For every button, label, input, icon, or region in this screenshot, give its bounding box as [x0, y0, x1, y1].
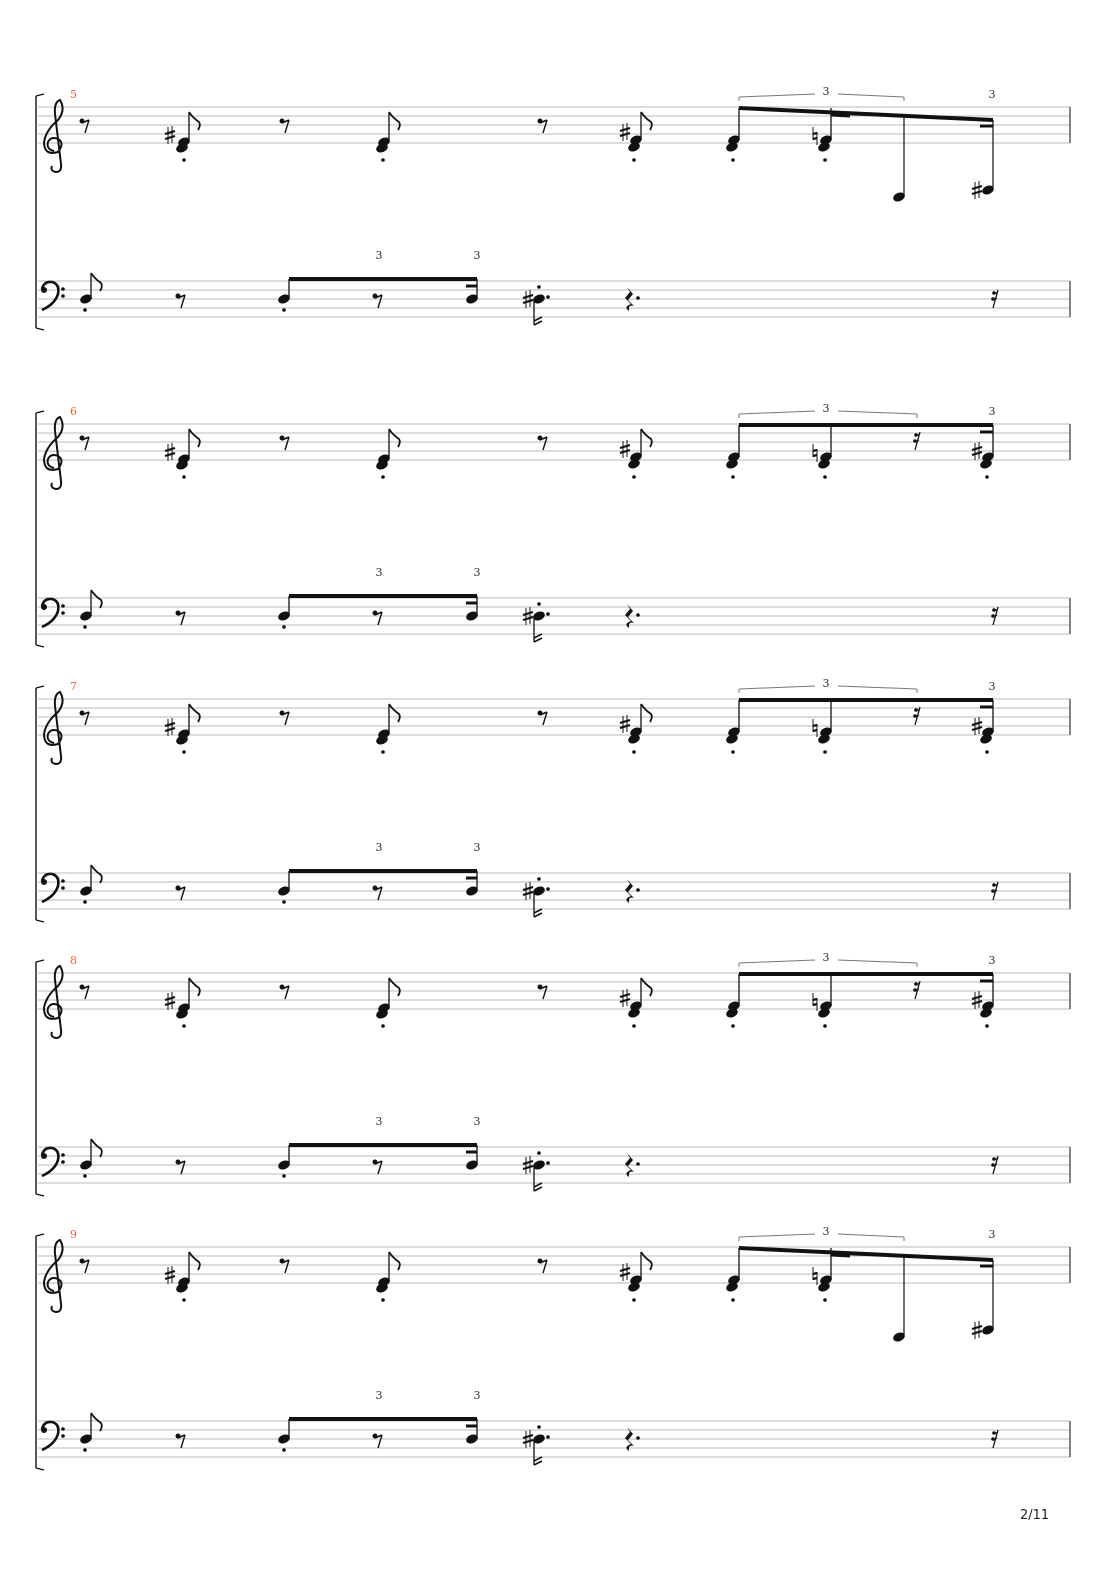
bracket-hook	[36, 94, 44, 96]
tuplet-bracket	[838, 1234, 904, 1237]
sharp-bar	[620, 994, 630, 997]
treble-clef	[44, 417, 63, 489]
sharp-bar	[165, 1002, 175, 1005]
bracket-hook	[36, 920, 44, 922]
note-flag	[189, 1252, 200, 1270]
staccato-dot	[731, 475, 735, 479]
staccato-dot	[731, 750, 735, 754]
note-flag	[534, 1457, 542, 1461]
note-flag	[389, 704, 400, 722]
sharp-bar	[972, 1001, 982, 1004]
measure-number: 9	[70, 1228, 77, 1241]
staccato-dot	[182, 158, 186, 162]
eighth-rest	[280, 1259, 290, 1274]
staccato-dot	[537, 1151, 541, 1155]
bass-clef-dot	[61, 294, 65, 298]
bass-clef	[42, 1148, 58, 1176]
tuplet-bracket	[838, 686, 917, 689]
sharp-bar	[620, 1268, 630, 1271]
sharp-bar	[165, 1276, 175, 1279]
staccato-dot	[823, 1298, 827, 1302]
sharp-bar	[165, 728, 175, 731]
note-flag	[534, 909, 542, 913]
sharp-accidental	[165, 718, 175, 736]
note-flag	[91, 590, 102, 608]
staccato-dot	[823, 158, 827, 162]
tuplet-label: 3	[822, 1225, 830, 1238]
beam-partial	[831, 1255, 850, 1256]
tuplet-label: 3	[822, 677, 830, 690]
note-flag	[389, 978, 400, 996]
tuplet-label: 3	[988, 88, 996, 101]
note-flag	[534, 634, 542, 638]
staccato-dot	[282, 308, 286, 312]
measure-number: 6	[70, 405, 77, 418]
staccato-dot	[985, 1024, 989, 1028]
sharp-bar	[972, 186, 982, 189]
tuplet-label: 3	[375, 566, 383, 579]
bass-clef-dot	[41, 1427, 47, 1433]
note-flag	[534, 913, 542, 917]
sharp-accidental	[165, 443, 175, 461]
augmentation-dot	[636, 1162, 640, 1166]
sharp-bar	[620, 450, 630, 453]
staccato-dot	[182, 1298, 186, 1302]
staccato-dot	[83, 308, 87, 312]
natural-bar	[813, 1273, 817, 1274]
augmentation-dot	[636, 888, 640, 892]
natural-accidental	[813, 127, 817, 145]
tuplet-bracket	[739, 960, 815, 963]
eighth-rest	[176, 294, 186, 309]
staccato-dot	[83, 1448, 87, 1452]
tuplet-label: 3	[473, 841, 481, 854]
staccato-dot	[381, 475, 385, 479]
tuplet-bracket	[838, 960, 917, 963]
staccato-dot	[632, 750, 636, 754]
sharp-bar	[165, 453, 175, 456]
eighth-rest	[176, 1434, 186, 1449]
tuplet-label: 3	[988, 1228, 996, 1241]
bracket-hook	[36, 1234, 44, 1236]
sharp-bar	[523, 295, 533, 298]
bass-clef	[42, 282, 58, 310]
sharp-bar	[165, 136, 175, 139]
tuplet-label: 3	[988, 954, 996, 967]
note-flag	[389, 1252, 400, 1270]
tuplet-label: 3	[988, 680, 996, 693]
note-flag	[534, 317, 542, 321]
natural-accidental	[813, 444, 817, 462]
sharp-bar	[523, 1161, 533, 1164]
sharp-bar	[523, 612, 533, 615]
staccato-dot	[381, 1298, 385, 1302]
sharp-bar	[620, 1273, 630, 1276]
sharp-bar	[523, 1435, 533, 1438]
eighth-rest	[373, 611, 383, 626]
sharp-bar	[620, 133, 630, 136]
page-number: 2/11	[1020, 1508, 1050, 1523]
bracket-hook	[36, 645, 44, 647]
measure-number: 7	[70, 680, 77, 693]
tuplet-label: 3	[375, 1389, 383, 1402]
bracket-hook	[36, 686, 44, 688]
tuplet-label: 3	[988, 405, 996, 418]
eighth-rest	[80, 119, 90, 134]
natural-bar	[813, 133, 817, 134]
measure-number: 8	[70, 954, 77, 967]
sharp-bar	[620, 725, 630, 728]
tuplet-label: 3	[375, 1115, 383, 1128]
system	[36, 85, 1070, 330]
natural-accidental	[813, 1267, 817, 1285]
staccato-dot	[282, 900, 286, 904]
staccato-dot	[632, 1024, 636, 1028]
staccato-dot	[282, 625, 286, 629]
eighth-rest	[538, 711, 548, 726]
bass-clef-dot	[61, 879, 65, 883]
augmentation-dot	[546, 612, 550, 616]
augmentation-dot	[546, 1161, 550, 1165]
staccato-dot	[381, 158, 385, 162]
eighth-rest	[373, 886, 383, 901]
tuplet-label: 3	[473, 566, 481, 579]
staccato-dot	[381, 750, 385, 754]
sharp-bar	[523, 1440, 533, 1443]
tuplet-label: 3	[473, 249, 481, 262]
eighth-rest	[80, 436, 90, 451]
sharp-bar	[972, 191, 982, 194]
eighth-rest	[538, 985, 548, 1000]
sharp-bar	[523, 300, 533, 303]
bracket-hook	[36, 328, 44, 330]
natural-bar	[813, 450, 817, 451]
note-flag	[641, 112, 652, 130]
staccato-dot	[632, 158, 636, 162]
note-flag	[91, 865, 102, 883]
natural-bar	[813, 1278, 817, 1279]
bracket-hook	[36, 1194, 44, 1196]
treble-clef	[44, 1240, 63, 1312]
bass-clef-dot	[41, 287, 47, 293]
staccato-dot	[537, 602, 541, 606]
treble-clef	[44, 966, 63, 1038]
system	[36, 677, 1070, 922]
note-flag	[641, 704, 652, 722]
staccato-dot	[731, 1024, 735, 1028]
staccato-dot	[985, 475, 989, 479]
bass-clef-dot	[61, 886, 65, 890]
eighth-rest	[373, 1160, 383, 1175]
tuplet-bracket	[739, 94, 815, 97]
bass-clef-dot	[61, 287, 65, 291]
sharp-accidental	[165, 126, 175, 144]
natural-bar	[813, 1004, 817, 1005]
sharp-bar	[972, 722, 982, 725]
sharp-accidental	[165, 1266, 175, 1284]
eighth-rest	[373, 1434, 383, 1449]
sharp-accidental	[972, 181, 982, 199]
staccato-dot	[985, 750, 989, 754]
tuplet-label: 3	[473, 1115, 481, 1128]
staccato-dot	[823, 1024, 827, 1028]
natural-bar	[813, 455, 817, 456]
augmentation-dot	[636, 296, 640, 300]
treble-clef	[44, 100, 63, 172]
tuplet-bracket	[739, 411, 815, 414]
bass-clef-dot	[61, 1427, 65, 1431]
measure-number: 5	[70, 88, 77, 101]
tuplet-label: 3	[822, 951, 830, 964]
sixteenth-rest	[913, 981, 920, 999]
eighth-rest	[80, 711, 90, 726]
sharp-bar	[523, 617, 533, 620]
bass-clef-dot	[61, 604, 65, 608]
eighth-rest	[280, 711, 290, 726]
note-flag	[189, 978, 200, 996]
sixteenth-rest	[913, 707, 920, 725]
eighth-rest	[176, 886, 186, 901]
system	[36, 951, 1070, 1196]
staccato-dot	[731, 1298, 735, 1302]
sharp-bar	[523, 887, 533, 890]
sharp-bar	[620, 445, 630, 448]
eighth-rest	[176, 611, 186, 626]
tuplet-bracket	[739, 686, 815, 689]
staccato-dot	[83, 625, 87, 629]
tuplet-label: 3	[822, 402, 830, 415]
sharp-bar	[620, 128, 630, 131]
natural-bar	[813, 999, 817, 1000]
eighth-rest	[280, 119, 290, 134]
note-flag	[389, 429, 400, 447]
augmentation-dot	[636, 1436, 640, 1440]
tuplet-bracket	[739, 1234, 815, 1237]
note-flag	[641, 1252, 652, 1270]
note-flag	[641, 429, 652, 447]
tuplet-label: 3	[375, 249, 383, 262]
staccato-dot	[182, 475, 186, 479]
sharp-accidental	[972, 1321, 982, 1339]
note-flag	[534, 1187, 542, 1191]
eighth-rest	[280, 436, 290, 451]
sharp-bar	[972, 1331, 982, 1334]
sharp-bar	[972, 1326, 982, 1329]
tuplet-bracket	[838, 411, 917, 414]
sharp-accidental	[620, 123, 630, 141]
augmentation-dot	[546, 1435, 550, 1439]
staccato-dot	[282, 1448, 286, 1452]
tuplet-label: 3	[375, 841, 383, 854]
sharp-bar	[972, 996, 982, 999]
note-flag	[534, 1461, 542, 1465]
bass-clef	[42, 599, 58, 627]
eighth-rest	[176, 1160, 186, 1175]
sharp-bar	[620, 999, 630, 1002]
bracket-hook	[36, 960, 44, 962]
note-flag	[189, 112, 200, 130]
sharp-bar	[972, 447, 982, 450]
eighth-rest	[538, 119, 548, 134]
natural-accidental	[813, 993, 817, 1011]
bass-clef-dot	[61, 1153, 65, 1157]
bracket-hook	[36, 1468, 44, 1470]
note-flag	[189, 704, 200, 722]
system	[36, 1225, 1070, 1470]
natural-bar	[813, 138, 817, 139]
sharp-accidental	[620, 715, 630, 733]
staccato-dot	[537, 1425, 541, 1429]
augmentation-dot	[636, 613, 640, 617]
sharp-accidental	[165, 992, 175, 1010]
sharp-bar	[972, 452, 982, 455]
bass-clef-dot	[61, 611, 65, 615]
staccato-dot	[182, 750, 186, 754]
sharp-bar	[523, 892, 533, 895]
sharp-bar	[620, 720, 630, 723]
staccato-dot	[83, 900, 87, 904]
eighth-rest	[80, 1259, 90, 1274]
sharp-accidental	[620, 1263, 630, 1281]
eighth-rest	[538, 436, 548, 451]
system	[36, 402, 1070, 647]
augmentation-dot	[546, 295, 550, 299]
staccato-dot	[537, 285, 541, 289]
staccato-dot	[632, 1298, 636, 1302]
beam	[739, 1248, 993, 1260]
staccato-dot	[823, 750, 827, 754]
staccato-dot	[537, 877, 541, 881]
bass-clef	[42, 874, 58, 902]
staccato-dot	[381, 1024, 385, 1028]
staccato-dot	[182, 1024, 186, 1028]
beam-partial	[831, 115, 850, 116]
bracket-hook	[36, 411, 44, 413]
natural-bar	[813, 730, 817, 731]
treble-clef	[44, 692, 63, 764]
bass-clef-dot	[61, 1434, 65, 1438]
eighth-rest	[80, 985, 90, 1000]
natural-bar	[813, 725, 817, 726]
note-flag	[91, 273, 102, 291]
sharp-bar	[972, 727, 982, 730]
bass-clef-dot	[41, 1153, 47, 1159]
staccato-dot	[823, 475, 827, 479]
natural-accidental	[813, 719, 817, 737]
sharp-accidental	[620, 989, 630, 1007]
tuplet-bracket	[838, 94, 904, 97]
note-flag	[534, 1183, 542, 1187]
note-flag	[534, 321, 542, 325]
bass-clef-dot	[41, 879, 47, 885]
sixteenth-rest	[913, 432, 920, 450]
staccato-dot	[282, 1174, 286, 1178]
sharp-accidental	[620, 440, 630, 458]
staccato-dot	[83, 1174, 87, 1178]
eighth-rest	[373, 294, 383, 309]
staccato-dot	[632, 475, 636, 479]
note-flag	[534, 638, 542, 642]
augmentation-dot	[546, 887, 550, 891]
tuplet-label: 3	[822, 85, 830, 98]
note-flag	[91, 1413, 102, 1431]
note-flag	[641, 978, 652, 996]
sharp-bar	[523, 1166, 533, 1169]
note-flag	[389, 112, 400, 130]
bass-clef	[42, 1422, 58, 1450]
staccato-dot	[731, 158, 735, 162]
bass-clef-dot	[61, 1160, 65, 1164]
eighth-rest	[280, 985, 290, 1000]
note-flag	[189, 429, 200, 447]
tuplet-label: 3	[473, 1389, 481, 1402]
eighth-rest	[538, 1259, 548, 1274]
bass-clef-dot	[41, 604, 47, 610]
beam	[739, 108, 993, 120]
note-flag	[91, 1139, 102, 1157]
